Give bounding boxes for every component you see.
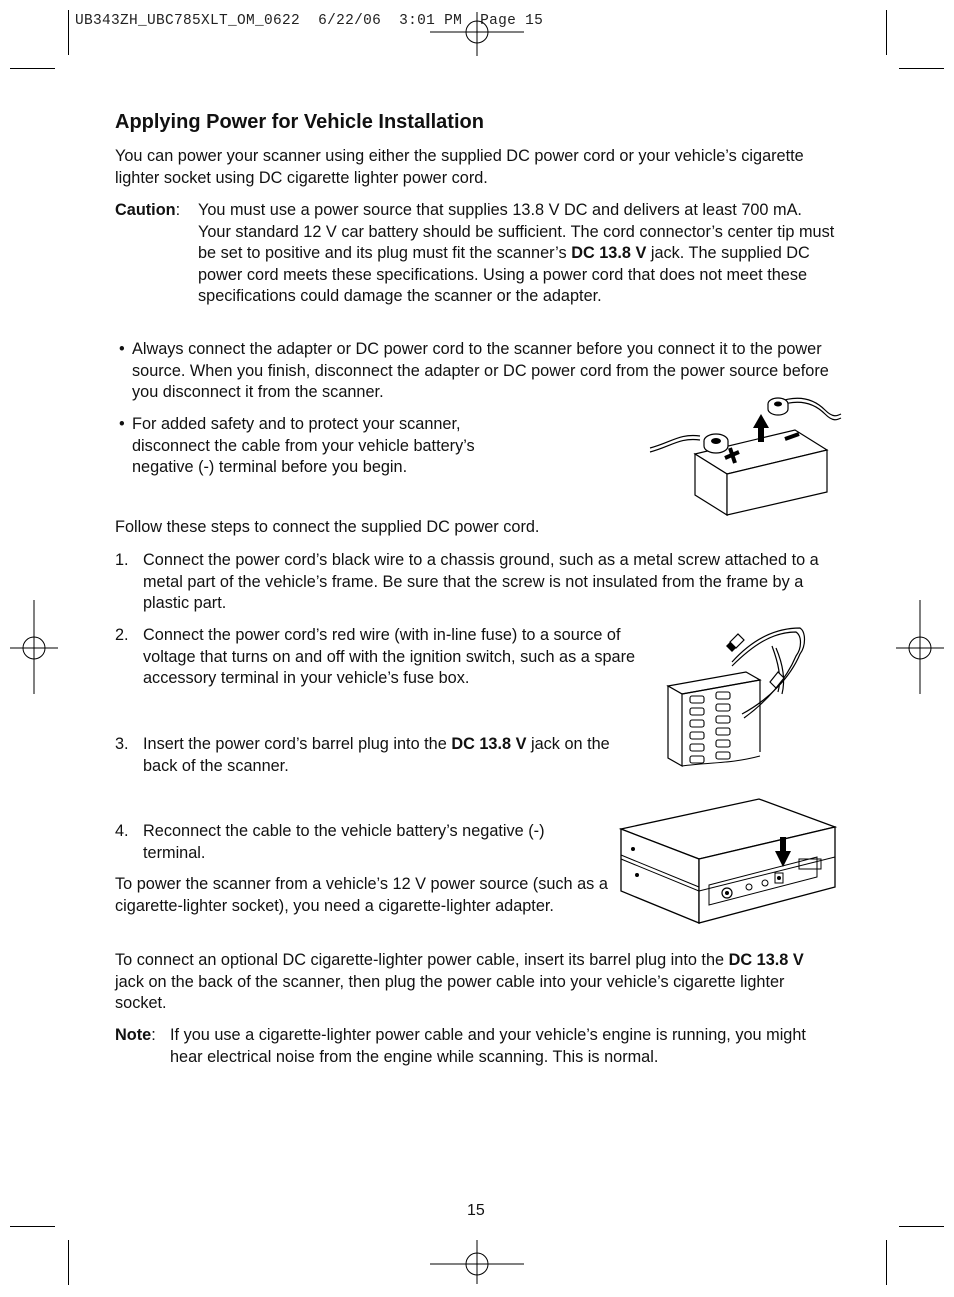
power-paragraph: To power the scanner from a vehicle’s 12 V power source (such as a cigarette-lighter socket), you need a cigarette-lighter adapter. <box>115 875 608 915</box>
caution-text: You must use a power source that supplies 13.8 V DC and delivers at least 700 mA. Your standard 12 V car battery should be sufficient. The cord connector’s center tip must be set to positive and its plug must fit the scanner’s DC 13.8 V jack. The supplied DC power cord meets these specifications. Using a power cord that does not meet these specifications could damage the scanner or the adapter. <box>198 201 835 305</box>
step-text: Connect the power cord’s black wire to a chassis ground, such as a metal screw attached to a metal part of the vehicle’s frame. Be sure that the screw is not insulated from the frame by a plastic part. <box>143 551 819 612</box>
crop-mark <box>68 10 69 55</box>
crop-mark <box>899 68 944 69</box>
bullet-item: Always connect the adapter or DC power cord to the scanner before you connect it to the power source. When you finish, disconnect the adapter or DC power cord from the power source before you disconnect it from the scanner. <box>132 340 829 401</box>
battery-illustration <box>645 392 845 518</box>
dc-jack-label: DC 13.8 V <box>451 735 527 753</box>
step-number: 2. <box>115 626 129 644</box>
step-text: Reconnect the cable to the vehicle battery’s negative (-) terminal. <box>143 822 545 862</box>
step-number: 4. <box>115 822 129 840</box>
step-text: Insert the power cord’s barrel plug into the DC 13.8 V jack on the back of the scanner. <box>143 735 610 775</box>
step-number: 1. <box>115 551 129 569</box>
crop-mark <box>68 1240 69 1285</box>
step-text: Connect the power cord’s red wire (with in-line fuse) to a source of voltage that turns on and off with the ignition switch, such as a spare accessory terminal in your vehicle’s fuse box. <box>143 626 636 687</box>
bullet-item: For added safety and to protect your scanner, disconnect the cable from your vehicle battery’s negative (-) terminal before you begin. <box>132 415 475 476</box>
page-heading: Applying Power for Vehicle Installation <box>115 111 484 133</box>
crop-mark <box>10 68 55 69</box>
dc-jack-label: DC 13.8 V <box>571 244 647 262</box>
bullet-marker: • <box>119 415 125 433</box>
crop-mark <box>886 1240 887 1285</box>
caution-label: Caution: <box>115 201 181 219</box>
slug-file: UB343ZH_UBC785XLT_OM_0622 <box>75 13 301 29</box>
slug-time: 3:01 PM <box>399 13 463 29</box>
registration-mark-bottom <box>430 1240 526 1286</box>
scanner-rear-illustration <box>617 795 839 927</box>
slug-page: Page 15 <box>480 13 544 29</box>
fusebox-illustration <box>660 622 810 770</box>
slug-date: 6/22/06 <box>318 13 382 29</box>
crop-mark <box>899 1226 944 1227</box>
note-label: Note: <box>115 1026 156 1044</box>
note-text: If you use a cigarette-lighter power cable and your vehicle’s engine is running, you might hear electrical noise from the engine while scanning. This is normal. <box>170 1026 806 1066</box>
registration-mark-right <box>896 600 946 696</box>
registration-mark-top <box>430 12 526 58</box>
registration-mark-left <box>10 600 60 696</box>
intro-paragraph: You can power your scanner using either the supplied DC power cord or your vehicle’s cigarette lighter socket using DC cigarette lighter power cord. <box>115 147 804 187</box>
optional-cable-paragraph: To connect an optional DC cigarette-lighter power cable, insert its barrel plug into the DC 13.8 V jack on the back of the scanner, then plug the power cable into your vehicle’s cigarette lighter socket. <box>115 951 804 1012</box>
steps-intro: Follow these steps to connect the supplied DC power cord. <box>115 518 540 536</box>
step-number: 3. <box>115 735 129 753</box>
dc-jack-label: DC 13.8 V <box>728 951 804 969</box>
crop-mark <box>10 1226 55 1227</box>
crop-mark <box>886 10 887 55</box>
page-number: 15 <box>467 1202 485 1219</box>
bullet-marker: • <box>119 340 125 358</box>
